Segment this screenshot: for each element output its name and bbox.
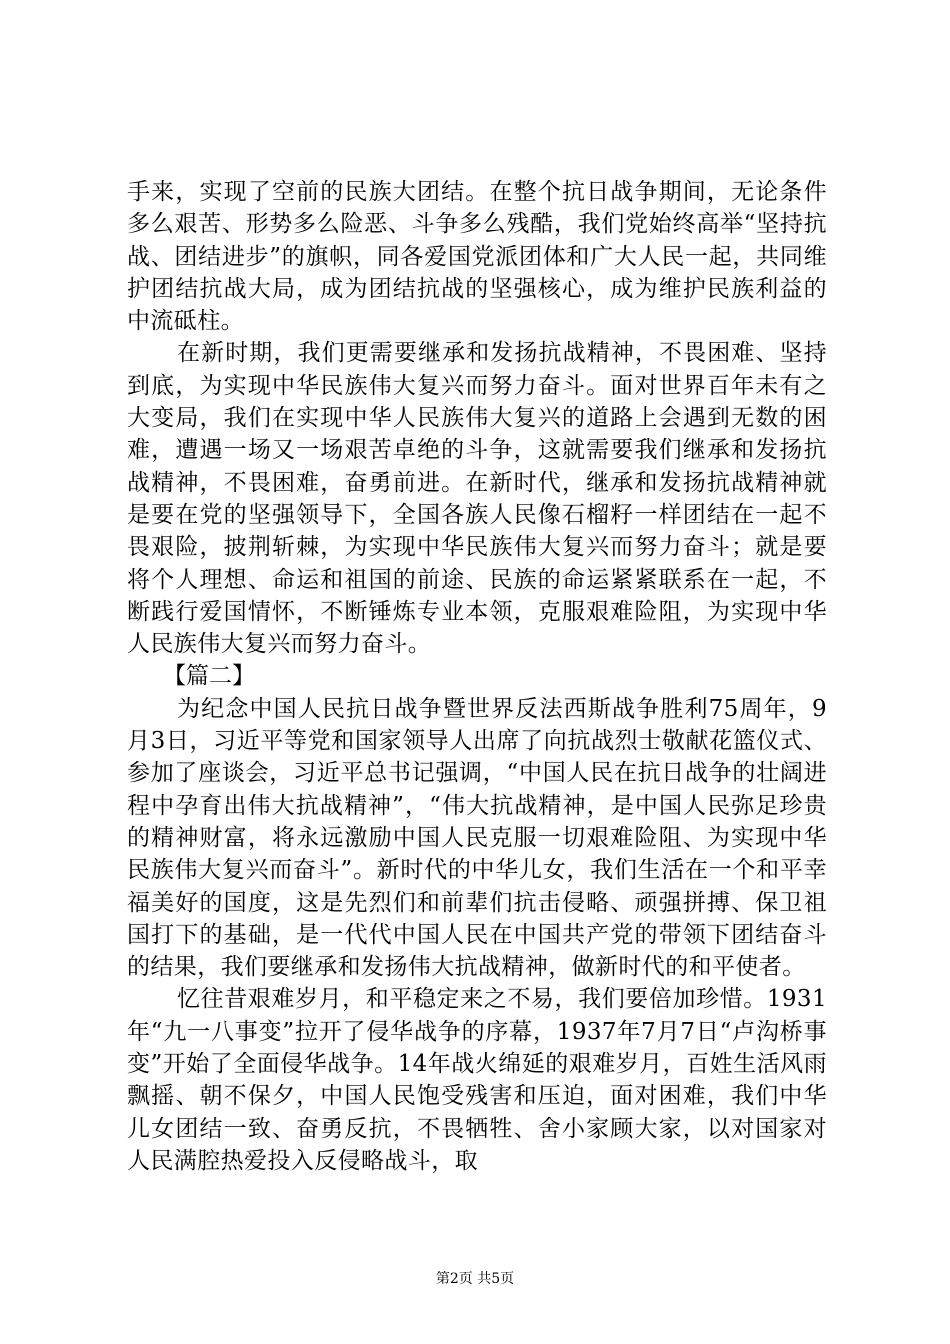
paragraph-commemoration: 为纪念中国人民抗日战争暨世界反法西斯战争胜利75周年，9月3日，习近平等党和国家领导人出席了向抗战烈士敬献花篮仪式、参加了座谈会，习近平总书记强调，“中国人民在抗日战争的壮阔进程中孕育出伟大抗战精神”，“伟大抗战精神，是中国人民弥足珍贵的精神财富，将永远激励中国人民克服一切艰难险阻、为实现中华民族伟大复兴而奋斗”。新时代的中华儿女，我们生活在一个和平幸福美好的国度，这是先烈们和前辈们抗击侵略、顽强拼搏、保卫祖国打下的基础，是一代代中国人民在中国共产党的带领下团结奋斗的结果，我们要继承和发扬伟大抗战精神，做新时代的和平使者。 [127,695,827,981]
paragraph-new-era: 在新时期，我们更需要继承和发扬抗战精神，不畏困难、坚持到底，为实现中华民族伟大复兴而努力奋斗。面对世界百年未有之大变局，我们在实现中华人民族伟大复兴的道路上会遇到无数的困难，遭遇一场又一场艰苦卓绝的斗争，这就需要我们继承和发扬抗战精神，不畏困难，奋勇前进。在新时代，继承和发扬抗战精神就是要在党的坚强领导下，全国各族人民像石榴籽一样团结在一起不畏艰险，披荆斩棘，为实现中华民族伟大复兴而努力奋斗；就是要将个人理想、命运和祖国的前途、民族的命运紧紧联系在一起，不断践行爱国情怀，不断锤炼专业本领，克服艰难险阻，为实现中华人民族伟大复兴而努力奋斗。 [127,340,827,658]
paragraph-history: 忆往昔艰难岁月，和平稳定来之不易，我们要倍加珍惜。1931年“九一八事变”拉开了侵华战争的序幕，1937年7月7日“卢沟桥事变”开始了全面侵华战争。14年战火绵延的艰难岁月，百姓生活风雨飘摇、朝不保夕，中国人民饱受残害和压迫，面对困难，我们中华儿女团结一致、奋勇反抗，不畏牺牲、舍小家顾大家，以对国家对人民满腔热爱投入反侵略战斗，取 [127,986,827,1174]
paragraph-continuation: 手来，实现了空前的民族大团结。在整个抗日战争期间，无论条件多么艰苦、形势多么险恶、斗争多么残酷，我们党始终高举“坚持抗战、团结进步”的旗帜，同各爱国党派团体和广大人民一起，共同维护团结抗战大局，成为团结抗战的坚强核心，成为维护民族利益的中流砥柱。 [127,179,827,335]
section-heading-part-two: 【篇二】 [163,663,255,690]
page-footer [0,1269,950,1289]
page-number-label: 第2页 共5页 [435,1271,515,1287]
document-body [127,176,827,1177]
